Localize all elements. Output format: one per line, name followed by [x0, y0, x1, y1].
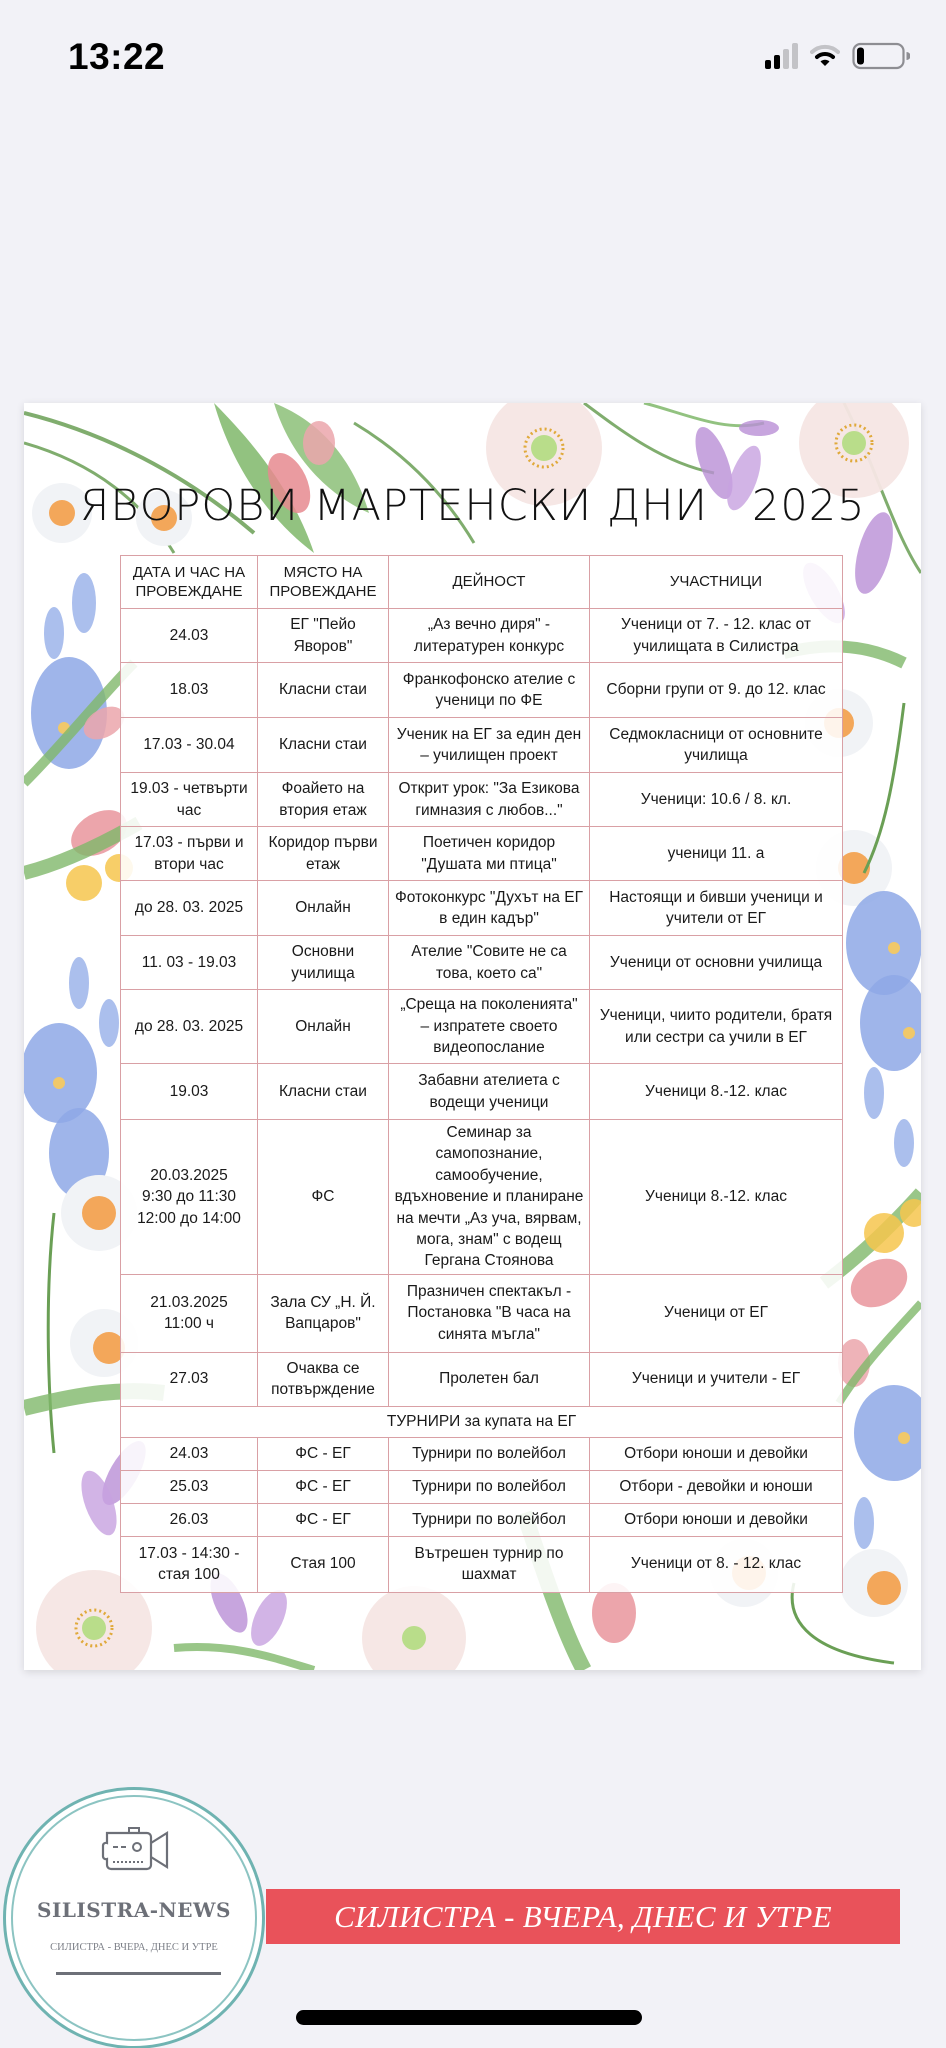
- cell-participants: Ученици 8.-12. клас: [590, 1064, 843, 1120]
- cell-place: Фоайето на втория етаж: [258, 773, 389, 827]
- column-header-place: МЯСТО НА ПРОВЕЖДАНЕ: [258, 556, 389, 609]
- cell-place: ФС - ЕГ: [258, 1437, 389, 1470]
- slogan-text: СИЛИСТРА - ВЧЕРА, ДНЕС И УТРЕ: [334, 1898, 832, 1934]
- cell-date: 17.03 - 30.04: [121, 718, 258, 773]
- cell-activity: Ателие "Совите не са това, което са": [389, 936, 590, 990]
- table-row: [121, 1274, 843, 1352]
- status-bar: [0, 0, 946, 110]
- cell-date: до 28. 03. 2025: [121, 990, 258, 1064]
- cell-place: Очаква се потвърждение: [258, 1352, 389, 1406]
- cell-participants: Отбори - девойки и юноши: [590, 1470, 843, 1503]
- cell-activity: „Аз вечно диря" - литературен конкурс: [389, 609, 590, 663]
- cell-place: Класни стаи: [258, 1064, 389, 1120]
- cell-activity: Фотоконкурс "Духът на ЕГ в един кадър": [389, 881, 590, 936]
- status-time: 13:22: [68, 36, 166, 77]
- wifi-icon: [810, 44, 840, 68]
- cellular-signal-icon: [765, 43, 798, 69]
- cell-activity: Турнири по волейбол: [389, 1503, 590, 1536]
- column-header-activity: ДЕЙНОСТ: [389, 556, 590, 609]
- cell-place: Онлайн: [258, 881, 389, 936]
- cell-activity: Франкофонско ателие с ученици по ФЕ: [389, 663, 590, 718]
- event-poster: [24, 403, 921, 1670]
- tournaments-section-row: [121, 1406, 843, 1437]
- table-row: [121, 1064, 843, 1120]
- cell-date: 11. 03 - 19.03: [121, 936, 258, 990]
- cell-date: 17.03 - 14:30 - стая 100: [121, 1536, 258, 1592]
- logo-tagline: СИЛИСТРА - ВЧЕРА, ДНЕС И УТРЕ: [50, 1942, 218, 1953]
- table-row: [121, 936, 843, 990]
- slogan-banner: [266, 1889, 900, 1944]
- cell-activity: Празничен спектакъл - Постановка "В часа на синята мъгла": [389, 1274, 590, 1352]
- table-row: [121, 1536, 843, 1592]
- cell-activity: Открит урок: "За Езикова гимназия с любов...": [389, 773, 590, 827]
- cell-place: Зала СУ „Н. Й. Вапцаров": [258, 1274, 389, 1352]
- table-row: [121, 1120, 843, 1275]
- cell-activity: Турнири по волейбол: [389, 1470, 590, 1503]
- silistra-news-logo: [3, 1787, 265, 2048]
- cell-date: 18.03: [121, 663, 258, 718]
- cell-participants: Ученици от 8. - 12. клас: [590, 1536, 843, 1592]
- cell-activity: Забавни ателиета с водещи ученици: [389, 1064, 590, 1120]
- cell-date: 25.03: [121, 1470, 258, 1503]
- table-row: [121, 990, 843, 1064]
- cell-place: Коридор първи етаж: [258, 827, 389, 881]
- cell-participants: Отбори юноши и девойки: [590, 1437, 843, 1470]
- cell-participants: ученици 11. а: [590, 827, 843, 881]
- poster-title: ЯВОРОВИ МАРТЕНСКИ ДНИ 2025: [79, 481, 866, 531]
- cell-participants: Ученици от ЕГ: [590, 1274, 843, 1352]
- cell-participants: Ученици, чиито родители, братя или сестри са учили в ЕГ: [590, 990, 843, 1064]
- cell-place: ФС - ЕГ: [258, 1503, 389, 1536]
- cell-place: ЕГ "Пейо Яворов": [258, 609, 389, 663]
- table-row: [121, 663, 843, 718]
- cell-date: 19.03 - четвърти час: [121, 773, 258, 827]
- cell-place: Онлайн: [258, 990, 389, 1064]
- table-row: [121, 1503, 843, 1536]
- cell-participants: Ученици от 7. - 12. клас от училищата в Силистра: [590, 609, 843, 663]
- cell-date: до 28. 03. 2025: [121, 881, 258, 936]
- column-header-date: ДАТА И ЧАС НА ПРОВЕЖДАНЕ: [121, 556, 258, 609]
- status-icons: [765, 42, 910, 70]
- cell-participants: Сборни групи от 9. до 12. клас: [590, 663, 843, 718]
- cell-place: Класни стаи: [258, 663, 389, 718]
- cell-activity: Поетичен коридор "Душата ми птица": [389, 827, 590, 881]
- tournaments-header: ТУРНИРИ за купата на ЕГ: [121, 1406, 843, 1437]
- cell-date: 19.03: [121, 1064, 258, 1120]
- table-row: [121, 827, 843, 881]
- table-row: [121, 881, 843, 936]
- cell-activity: Турнири по волейбол: [389, 1437, 590, 1470]
- cell-place: ФС: [258, 1120, 389, 1275]
- table-row: [121, 1352, 843, 1406]
- table-header-row: [121, 556, 843, 609]
- logo-name: SILISTRA-NEWS: [37, 1898, 231, 1922]
- cell-participants: Седмокласници от основните училища: [590, 718, 843, 773]
- cell-date: 24.03: [121, 1437, 258, 1470]
- cell-activity: Ученик на ЕГ за един ден – училищен проект: [389, 718, 590, 773]
- cell-place: ФС - ЕГ: [258, 1470, 389, 1503]
- cell-date: 26.03: [121, 1503, 258, 1536]
- cell-date: 17.03 - първи и втори час: [121, 827, 258, 881]
- cell-place: Класни стаи: [258, 718, 389, 773]
- column-header-participants: УЧАСТНИЦИ: [590, 556, 843, 609]
- cell-date: 24.03: [121, 609, 258, 663]
- table-row: [121, 609, 843, 663]
- cell-date: 21.03.2025 11:00 ч: [121, 1274, 258, 1352]
- cell-activity: Вътрешен турнир по шахмат: [389, 1536, 590, 1592]
- cell-date: 20.03.2025 9:30 до 11:30 12:00 до 14:00: [121, 1120, 258, 1275]
- table-row: [121, 773, 843, 827]
- cell-participants: Ученици от основни училища: [590, 936, 843, 990]
- cell-activity: Семинар за самопознание, самообучение, вдъхновение и планиране на мечти „Аз уча, вярвам, мога, знам" с водещ Гергана Стоянова: [389, 1120, 590, 1275]
- event-schedule-table: [120, 555, 843, 1593]
- cell-participants: Ученици: 10.6 / 8. кл.: [590, 773, 843, 827]
- cell-activity: „Среща на поколенията" – изпратете своето видеопослание: [389, 990, 590, 1064]
- cell-participants: Отбори юноши и девойки: [590, 1503, 843, 1536]
- cell-date: 27.03: [121, 1352, 258, 1406]
- cell-activity: Пролетен бал: [389, 1352, 590, 1406]
- logo-divider: [56, 1972, 221, 1975]
- home-indicator[interactable]: [296, 2010, 642, 2025]
- table-row: [121, 718, 843, 773]
- cell-participants: Ученици 8.-12. клас: [590, 1120, 843, 1275]
- battery-icon: [852, 42, 910, 70]
- cell-place: Стая 100: [258, 1536, 389, 1592]
- cell-participants: Настоящи и бивши ученици и учители от ЕГ: [590, 881, 843, 936]
- video-camera-icon: [101, 1825, 173, 1875]
- cell-participants: Ученици и учители - ЕГ: [590, 1352, 843, 1406]
- table-row: [121, 1437, 843, 1470]
- cell-place: Основни училища: [258, 936, 389, 990]
- table-row: [121, 1470, 843, 1503]
